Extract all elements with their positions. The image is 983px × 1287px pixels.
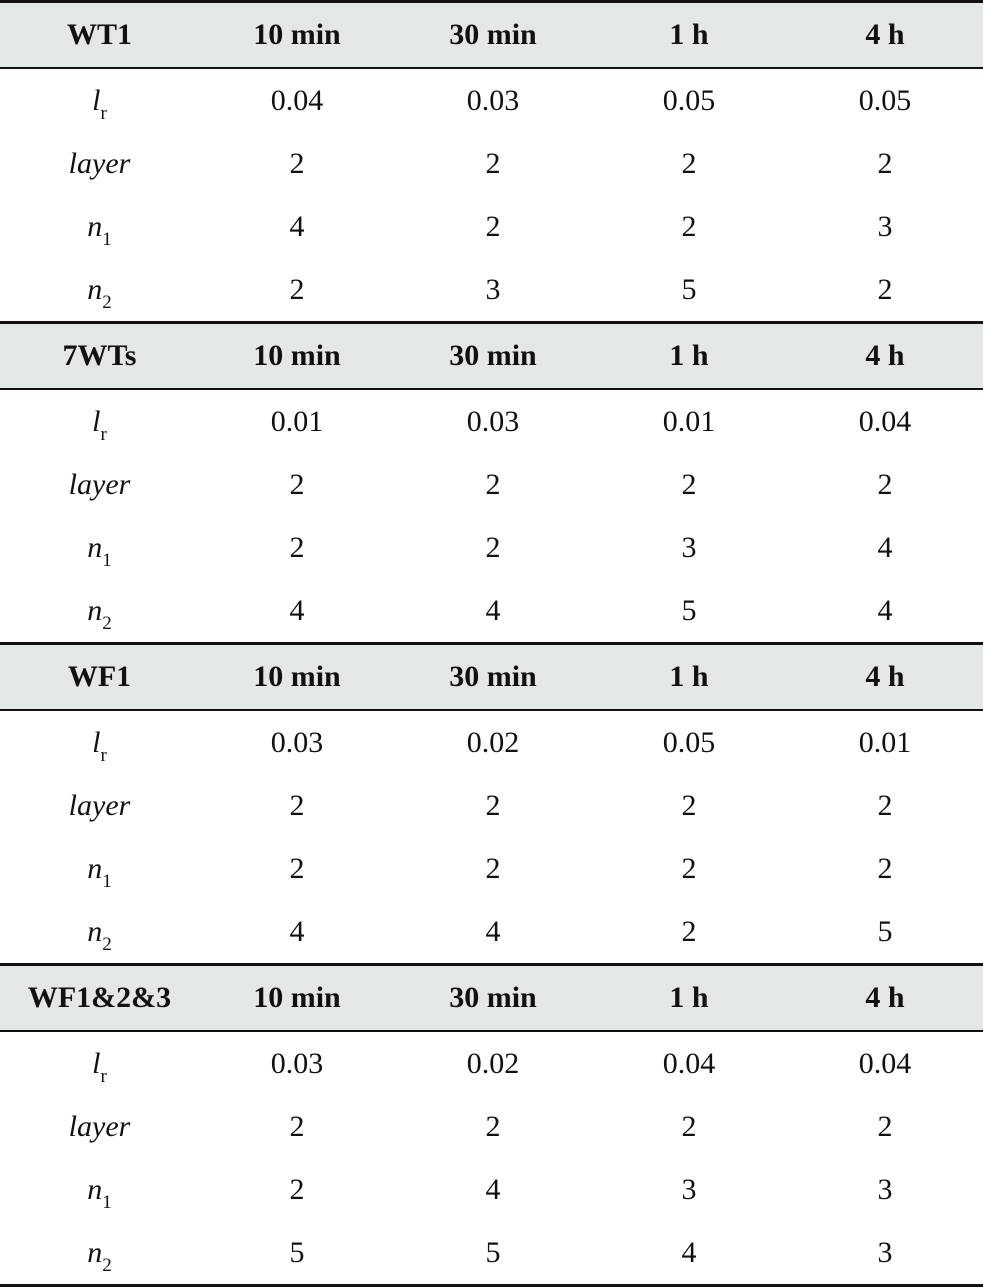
table-cell: 3 xyxy=(591,516,787,579)
table-cell: 2 xyxy=(591,774,787,837)
table-cell: 2 xyxy=(199,132,395,195)
table-cell: 0.04 xyxy=(787,1031,983,1095)
table-cell: 0.02 xyxy=(395,710,591,774)
parameter-symbol xyxy=(87,1172,112,1213)
table-row xyxy=(0,710,983,774)
column-header: 10 min xyxy=(199,644,395,711)
group-header-row xyxy=(0,965,983,1032)
parameter-base: l xyxy=(92,725,101,759)
parameter-base: l xyxy=(92,404,101,438)
row-label xyxy=(0,710,199,774)
column-header: 1 h xyxy=(591,323,787,390)
table-cell: 0.01 xyxy=(199,389,395,453)
table-cell: 2 xyxy=(395,453,591,516)
parameter-symbol xyxy=(87,272,112,313)
parameter-base: l xyxy=(92,1046,101,1080)
table-cell: 4 xyxy=(199,579,395,644)
table-cell: 2 xyxy=(395,774,591,837)
table-cell: 0.03 xyxy=(395,68,591,132)
table-row xyxy=(0,516,983,579)
table-row xyxy=(0,258,983,323)
parameter-base: n xyxy=(87,851,103,885)
table-cell: 3 xyxy=(787,1158,983,1221)
parameter-base: n xyxy=(87,272,103,306)
group-title: WF1 xyxy=(0,644,199,711)
table-cell: 2 xyxy=(395,132,591,195)
column-header: 10 min xyxy=(199,965,395,1032)
parameter-subscript: r xyxy=(100,423,107,445)
parameter-symbol xyxy=(87,593,112,634)
parameter-symbol xyxy=(92,725,107,766)
parameter-subscript: r xyxy=(100,102,107,124)
group-header-row xyxy=(0,323,983,390)
column-header: 1 h xyxy=(591,2,787,69)
table-cell: 4 xyxy=(199,900,395,965)
parameter-symbol xyxy=(87,1235,112,1276)
parameter-symbol xyxy=(69,1110,131,1143)
parameter-base: n xyxy=(87,1235,103,1269)
table-cell: 2 xyxy=(395,516,591,579)
table-cell: 3 xyxy=(787,1221,983,1286)
parameter-symbol xyxy=(69,789,131,822)
parameter-base: layer xyxy=(68,146,131,180)
table-cell: 2 xyxy=(199,837,395,900)
column-header: 4 h xyxy=(787,965,983,1032)
row-label xyxy=(0,774,199,837)
table-cell: 5 xyxy=(591,258,787,323)
group-title: WF1&2&3 xyxy=(0,965,199,1032)
table-row xyxy=(0,900,983,965)
table-row xyxy=(0,1031,983,1095)
table-cell: 4 xyxy=(787,579,983,644)
table-cell: 2 xyxy=(787,258,983,323)
table-cell: 4 xyxy=(199,195,395,258)
parameter-base: l xyxy=(92,83,101,117)
table-cell: 0.05 xyxy=(591,68,787,132)
table-row xyxy=(0,774,983,837)
table-cell: 0.04 xyxy=(787,389,983,453)
table-cell: 2 xyxy=(395,1095,591,1158)
row-label xyxy=(0,1158,199,1221)
table-cell: 0.04 xyxy=(591,1031,787,1095)
column-header: 30 min xyxy=(395,965,591,1032)
column-header: 30 min xyxy=(395,2,591,69)
parameter-symbol xyxy=(87,530,112,571)
table-row xyxy=(0,195,983,258)
table-cell: 4 xyxy=(395,579,591,644)
group-header-row xyxy=(0,2,983,69)
parameter-subscript: 2 xyxy=(102,933,112,955)
table-row xyxy=(0,453,983,516)
column-header: 4 h xyxy=(787,2,983,69)
table-cell: 2 xyxy=(591,900,787,965)
parameter-base: n xyxy=(87,1172,103,1206)
table-cell: 3 xyxy=(787,195,983,258)
column-header: 10 min xyxy=(199,2,395,69)
table-cell: 2 xyxy=(591,132,787,195)
table-cell: 2 xyxy=(787,837,983,900)
table-cell: 4 xyxy=(787,516,983,579)
table-body xyxy=(0,2,983,1286)
parameter-base: n xyxy=(87,593,103,627)
table-cell: 2 xyxy=(199,258,395,323)
table-cell: 2 xyxy=(787,132,983,195)
table-cell: 0.03 xyxy=(395,389,591,453)
table-cell: 0.04 xyxy=(199,68,395,132)
table-cell: 0.01 xyxy=(787,710,983,774)
table-cell: 5 xyxy=(199,1221,395,1286)
table-cell: 5 xyxy=(395,1221,591,1286)
parameter-base: layer xyxy=(68,788,131,822)
table-cell: 2 xyxy=(787,774,983,837)
group-header-row xyxy=(0,644,983,711)
parameter-symbol xyxy=(87,851,112,892)
column-header: 10 min xyxy=(199,323,395,390)
row-label xyxy=(0,516,199,579)
parameter-symbol xyxy=(69,147,131,180)
table-row xyxy=(0,68,983,132)
parameter-subscript: 2 xyxy=(102,1254,112,1276)
table-cell: 2 xyxy=(199,1095,395,1158)
column-header: 1 h xyxy=(591,965,787,1032)
table-cell: 0.01 xyxy=(591,389,787,453)
table-cell: 2 xyxy=(199,774,395,837)
table-row xyxy=(0,1095,983,1158)
table-cell: 2 xyxy=(199,516,395,579)
table-cell: 5 xyxy=(787,900,983,965)
table-row xyxy=(0,1158,983,1221)
row-label xyxy=(0,1221,199,1286)
table-cell: 4 xyxy=(591,1221,787,1286)
parameter-symbol xyxy=(92,1046,107,1087)
table-row xyxy=(0,579,983,644)
parameter-base: n xyxy=(87,914,103,948)
parameter-base: layer xyxy=(68,467,131,501)
column-header: 4 h xyxy=(787,323,983,390)
row-label xyxy=(0,258,199,323)
table-cell: 2 xyxy=(395,195,591,258)
table-cell: 2 xyxy=(787,453,983,516)
table-cell: 2 xyxy=(199,453,395,516)
row-label xyxy=(0,389,199,453)
table-cell: 2 xyxy=(787,1095,983,1158)
table-cell: 4 xyxy=(395,1158,591,1221)
parameter-subscript: 2 xyxy=(102,612,112,634)
group-title: WT1 xyxy=(0,2,199,69)
table-row xyxy=(0,1221,983,1286)
parameter-subscript: 1 xyxy=(102,1191,112,1213)
parameter-symbol xyxy=(92,404,107,445)
table-cell: 2 xyxy=(395,837,591,900)
table-cell: 0.05 xyxy=(591,710,787,774)
table-cell: 3 xyxy=(591,1158,787,1221)
table-cell: 0.05 xyxy=(787,68,983,132)
row-label xyxy=(0,195,199,258)
table-cell: 0.03 xyxy=(199,710,395,774)
parameter-subscript: 2 xyxy=(102,291,112,313)
table-cell: 0.02 xyxy=(395,1031,591,1095)
parameter-symbol xyxy=(87,914,112,955)
parameter-subscript: 1 xyxy=(102,870,112,892)
parameter-subscript: 1 xyxy=(102,549,112,571)
row-label xyxy=(0,132,199,195)
column-header: 1 h xyxy=(591,644,787,711)
parameter-subscript: 1 xyxy=(102,228,112,250)
row-label xyxy=(0,900,199,965)
table-cell: 5 xyxy=(591,579,787,644)
row-label xyxy=(0,1095,199,1158)
parameter-symbol xyxy=(92,83,107,124)
table-row xyxy=(0,389,983,453)
parameter-base: n xyxy=(87,530,103,564)
parameter-subscript: r xyxy=(100,744,107,766)
column-header: 4 h xyxy=(787,644,983,711)
parameter-symbol xyxy=(69,468,131,501)
table-row xyxy=(0,132,983,195)
table-cell: 0.03 xyxy=(199,1031,395,1095)
parameter-symbol xyxy=(87,209,112,250)
group-title: 7WTs xyxy=(0,323,199,390)
column-header: 30 min xyxy=(395,323,591,390)
parameter-subscript: r xyxy=(100,1065,107,1087)
table-cell: 2 xyxy=(591,837,787,900)
table-cell: 2 xyxy=(591,195,787,258)
row-label xyxy=(0,1031,199,1095)
table-cell: 3 xyxy=(395,258,591,323)
column-header: 30 min xyxy=(395,644,591,711)
table-cell: 2 xyxy=(591,453,787,516)
parameter-base: layer xyxy=(68,1109,131,1143)
row-label xyxy=(0,453,199,516)
table-cell: 2 xyxy=(199,1158,395,1221)
row-label xyxy=(0,837,199,900)
table-cell: 2 xyxy=(591,1095,787,1158)
table-row xyxy=(0,837,983,900)
row-label xyxy=(0,579,199,644)
row-label xyxy=(0,68,199,132)
parameter-base: n xyxy=(87,209,103,243)
table-cell: 4 xyxy=(395,900,591,965)
